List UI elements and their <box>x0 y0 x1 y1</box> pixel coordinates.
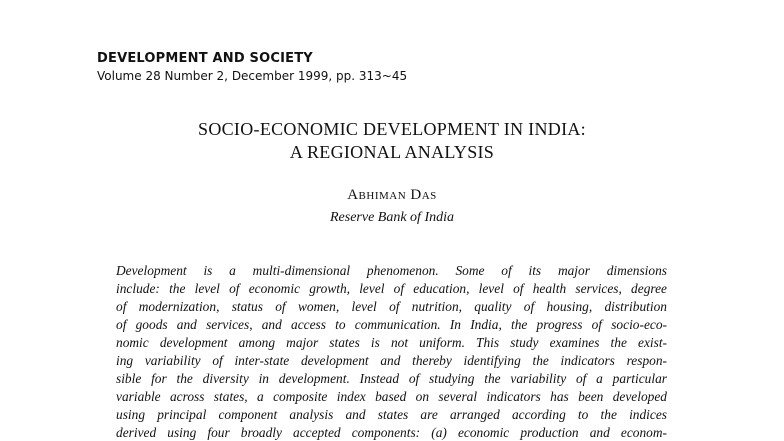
article-title-line-1: SOCIO-ECONOMIC DEVELOPMENT IN INDIA: <box>198 119 586 139</box>
journal-issue-info: Volume 28 Number 2, December 1999, pp. 313~45 <box>97 69 408 83</box>
abstract-line: of goods and services, and access to communication. In India, the progress of socio-eco- <box>116 317 667 332</box>
abstract <box>116 262 667 441</box>
author-name: Abhiman Das <box>347 187 437 203</box>
author-affiliation: Reserve Bank of India <box>329 210 454 225</box>
abstract-line: Development is a multi-dimensional phenomenon. Some of its major dimensions <box>116 263 667 278</box>
abstract-line: using principal component analysis and states are arranged according to the indices <box>116 407 667 422</box>
journal-name: DEVELOPMENT AND SOCIETY <box>97 51 313 66</box>
abstract-line: ing variability of inter-state development and thereby identifying the indicators respon- <box>116 353 667 368</box>
abstract-line: sible for the diversity in development. Instead of studying the variability of a particular <box>116 371 667 386</box>
abstract-line: derived using four broadly accepted components: (a) economic production and econom- <box>116 425 667 440</box>
article-title-line-2: A REGIONAL ANALYSIS <box>289 142 495 162</box>
abstract-line: variable across states, a composite index based on several indicators has been developed <box>116 389 667 404</box>
abstract-line: include: the level of economic growth, level of education, level of health services, degree <box>116 281 667 296</box>
abstract-line: of modernization, status of women, level of nutrition, quality of housing, distribution <box>116 299 667 314</box>
abstract-line: nomic development among major states is not uniform. This study examines the exist- <box>116 335 667 350</box>
